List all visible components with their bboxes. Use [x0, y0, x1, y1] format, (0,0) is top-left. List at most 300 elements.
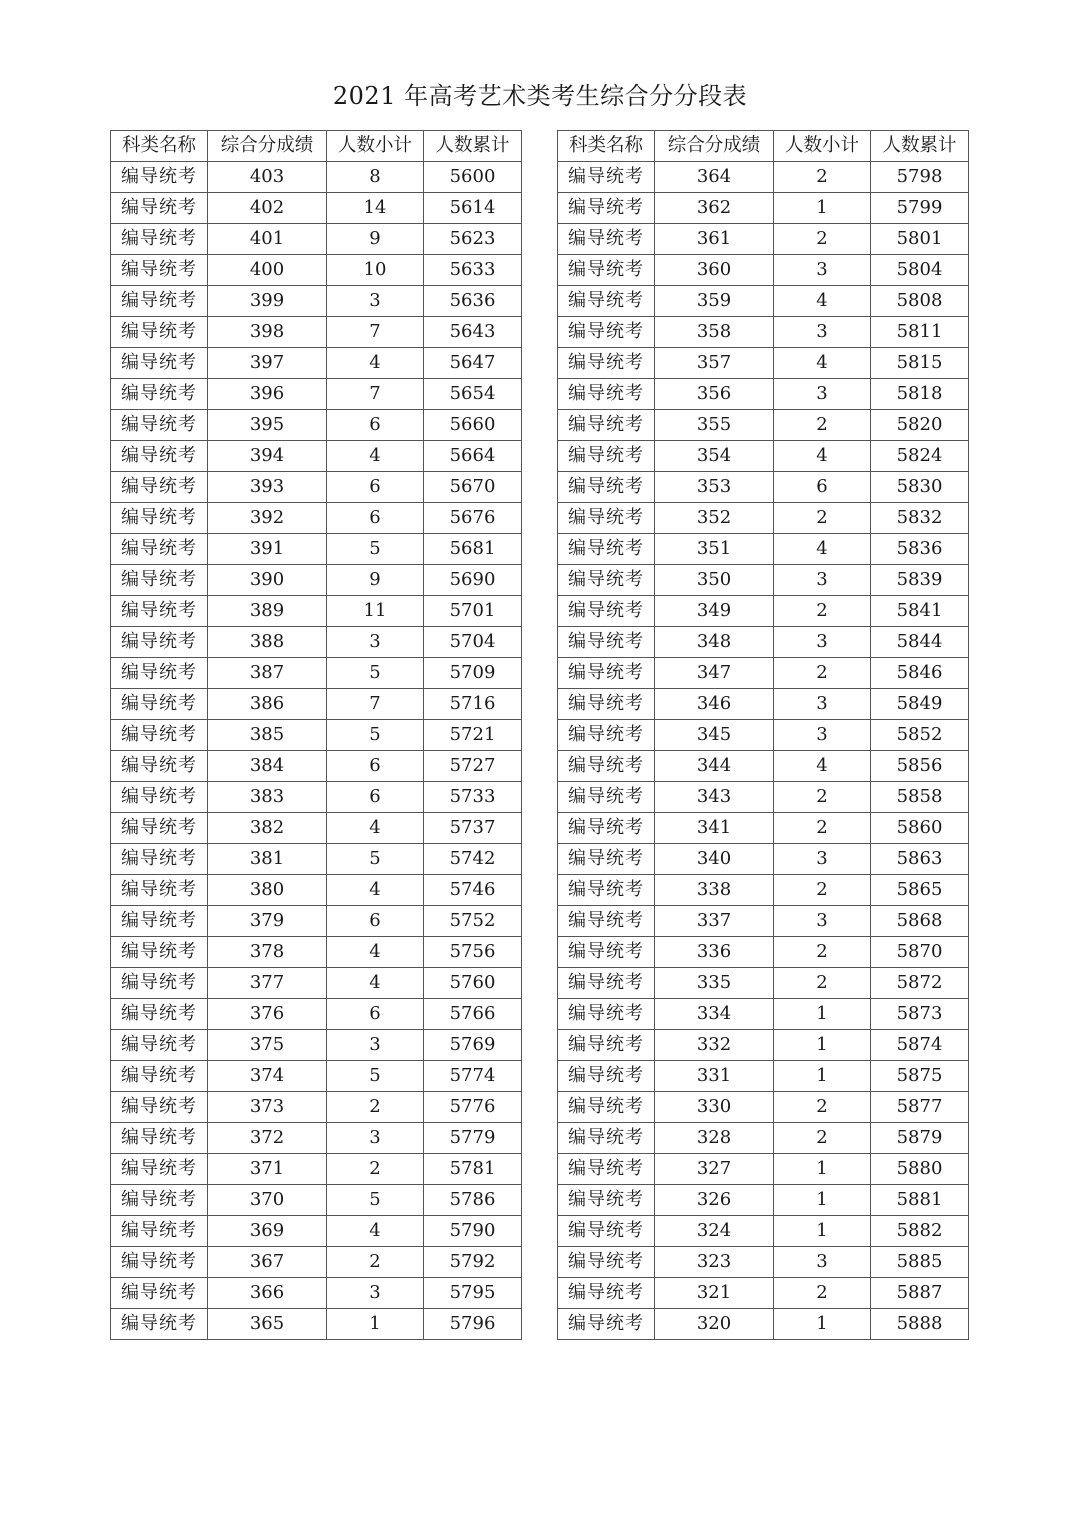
table-row: [558, 999, 969, 1030]
cell-category: 编导统考: [111, 1185, 208, 1216]
cell-score: 397: [208, 348, 327, 379]
cell-score: 337: [655, 906, 774, 937]
cell-category: 编导统考: [558, 348, 655, 379]
table-row: [558, 782, 969, 813]
cell-score: 362: [655, 193, 774, 224]
cell-category: 编导统考: [558, 441, 655, 472]
cell-cumulative: 5737: [424, 813, 522, 844]
cell-cumulative: 5799: [871, 193, 969, 224]
table-row: [558, 348, 969, 379]
cell-cumulative: 5801: [871, 224, 969, 255]
table-row: [111, 1247, 522, 1278]
cell-score: 388: [208, 627, 327, 658]
cell-score: 348: [655, 627, 774, 658]
cell-score: 369: [208, 1216, 327, 1247]
cell-score: 326: [655, 1185, 774, 1216]
header-category: 科类名称: [111, 131, 208, 162]
cell-cumulative: 5846: [871, 658, 969, 689]
cell-cumulative: 5882: [871, 1216, 969, 1247]
cell-cumulative: 5623: [424, 224, 522, 255]
cell-score: 347: [655, 658, 774, 689]
table-row: [111, 441, 522, 472]
table-row: [558, 689, 969, 720]
cell-cumulative: 5647: [424, 348, 522, 379]
table-row: [558, 627, 969, 658]
table-row: [111, 379, 522, 410]
cell-cumulative: 5860: [871, 813, 969, 844]
cell-score: 352: [655, 503, 774, 534]
cell-cumulative: 5863: [871, 844, 969, 875]
cell-count: 3: [774, 627, 871, 658]
cell-score: 367: [208, 1247, 327, 1278]
cell-score: 345: [655, 720, 774, 751]
cell-cumulative: 5654: [424, 379, 522, 410]
table-row: [111, 937, 522, 968]
table-row: [111, 999, 522, 1030]
cell-category: 编导统考: [558, 689, 655, 720]
table-row: [558, 1092, 969, 1123]
table-row: [111, 472, 522, 503]
cell-cumulative: 5746: [424, 875, 522, 906]
cell-category: 编导统考: [558, 1247, 655, 1278]
cell-count: 7: [327, 689, 424, 720]
table-row: [111, 1216, 522, 1247]
table-row: [558, 844, 969, 875]
cell-score: 341: [655, 813, 774, 844]
table-row: [111, 1309, 522, 1340]
cell-cumulative: 5818: [871, 379, 969, 410]
table-row: [111, 906, 522, 937]
cell-cumulative: 5643: [424, 317, 522, 348]
cell-count: 3: [327, 1123, 424, 1154]
table-row: [111, 596, 522, 627]
cell-category: 编导统考: [111, 534, 208, 565]
cell-count: 7: [327, 317, 424, 348]
cell-count: 1: [774, 1216, 871, 1247]
cell-category: 编导统考: [111, 1309, 208, 1340]
cell-category: 编导统考: [558, 782, 655, 813]
cell-score: 338: [655, 875, 774, 906]
cell-cumulative: 5820: [871, 410, 969, 441]
table-row: [558, 410, 969, 441]
cell-score: 390: [208, 565, 327, 596]
table-row: [111, 875, 522, 906]
cell-count: 6: [327, 782, 424, 813]
cell-score: 346: [655, 689, 774, 720]
cell-score: 374: [208, 1061, 327, 1092]
cell-cumulative: 5798: [871, 162, 969, 193]
cell-count: 1: [774, 1030, 871, 1061]
cell-count: 7: [327, 379, 424, 410]
cell-count: 3: [774, 844, 871, 875]
cell-category: 编导统考: [111, 813, 208, 844]
cell-count: 3: [327, 1278, 424, 1309]
cell-count: 3: [774, 689, 871, 720]
table-row: [111, 1154, 522, 1185]
cell-score: 387: [208, 658, 327, 689]
table-row: [111, 751, 522, 782]
cell-category: 编导统考: [558, 255, 655, 286]
cell-score: 372: [208, 1123, 327, 1154]
cell-score: 378: [208, 937, 327, 968]
table-row: [558, 1154, 969, 1185]
cell-category: 编导统考: [111, 286, 208, 317]
cell-count: 4: [327, 1216, 424, 1247]
cell-category: 编导统考: [111, 875, 208, 906]
cell-score: 358: [655, 317, 774, 348]
table-row: [558, 813, 969, 844]
cell-cumulative: 5792: [424, 1247, 522, 1278]
header-category: 科类名称: [558, 131, 655, 162]
cell-cumulative: 5779: [424, 1123, 522, 1154]
cell-count: 4: [327, 813, 424, 844]
table-row: [111, 1061, 522, 1092]
cell-count: 2: [774, 162, 871, 193]
cell-score: 330: [655, 1092, 774, 1123]
cell-count: 6: [327, 472, 424, 503]
score-table-right: [557, 130, 969, 1340]
cell-category: 编导统考: [558, 937, 655, 968]
cell-cumulative: 5887: [871, 1278, 969, 1309]
cell-cumulative: 5844: [871, 627, 969, 658]
cell-count: 4: [774, 534, 871, 565]
cell-score: 351: [655, 534, 774, 565]
table-row: [558, 441, 969, 472]
table-row: [111, 1092, 522, 1123]
cell-category: 编导统考: [558, 844, 655, 875]
table-row: [558, 1216, 969, 1247]
cell-score: 350: [655, 565, 774, 596]
cell-score: 379: [208, 906, 327, 937]
cell-score: 353: [655, 472, 774, 503]
cell-category: 编导统考: [111, 1092, 208, 1123]
cell-category: 编导统考: [558, 658, 655, 689]
cell-cumulative: 5839: [871, 565, 969, 596]
table-row: [558, 1309, 969, 1340]
cell-cumulative: 5856: [871, 751, 969, 782]
cell-count: 2: [774, 224, 871, 255]
cell-cumulative: 5786: [424, 1185, 522, 1216]
table-row: [558, 162, 969, 193]
cell-count: 2: [774, 813, 871, 844]
cell-count: 1: [774, 1154, 871, 1185]
cell-count: 4: [327, 937, 424, 968]
cell-cumulative: 5811: [871, 317, 969, 348]
cell-cumulative: 5881: [871, 1185, 969, 1216]
cell-count: 5: [327, 658, 424, 689]
table-row: [111, 689, 522, 720]
cell-score: 371: [208, 1154, 327, 1185]
cell-category: 编导统考: [558, 534, 655, 565]
cell-cumulative: 5870: [871, 937, 969, 968]
header-cumulative: 人数累计: [424, 131, 522, 162]
cell-count: 8: [327, 162, 424, 193]
cell-category: 编导统考: [111, 193, 208, 224]
cell-category: 编导统考: [558, 410, 655, 441]
cell-cumulative: 5790: [424, 1216, 522, 1247]
cell-category: 编导统考: [111, 1030, 208, 1061]
cell-score: 355: [655, 410, 774, 441]
cell-count: 4: [327, 875, 424, 906]
cell-cumulative: 5766: [424, 999, 522, 1030]
cell-category: 编导统考: [558, 286, 655, 317]
table-row: [558, 503, 969, 534]
cell-cumulative: 5721: [424, 720, 522, 751]
cell-score: 349: [655, 596, 774, 627]
cell-category: 编导统考: [111, 689, 208, 720]
cell-category: 编导统考: [558, 224, 655, 255]
cell-score: 324: [655, 1216, 774, 1247]
cell-category: 编导统考: [111, 844, 208, 875]
cell-cumulative: 5756: [424, 937, 522, 968]
cell-category: 编导统考: [558, 1154, 655, 1185]
table-row: [558, 472, 969, 503]
cell-cumulative: 5877: [871, 1092, 969, 1123]
cell-cumulative: 5733: [424, 782, 522, 813]
cell-cumulative: 5681: [424, 534, 522, 565]
table-row: [111, 782, 522, 813]
cell-score: 361: [655, 224, 774, 255]
cell-score: 403: [208, 162, 327, 193]
cell-score: 331: [655, 1061, 774, 1092]
table-row: [111, 627, 522, 658]
cell-count: 2: [327, 1154, 424, 1185]
cell-count: 6: [327, 999, 424, 1030]
cell-cumulative: 5769: [424, 1030, 522, 1061]
table-row: [111, 193, 522, 224]
cell-count: 4: [774, 286, 871, 317]
cell-score: 381: [208, 844, 327, 875]
table-row: [558, 658, 969, 689]
cell-count: 6: [327, 410, 424, 441]
cell-count: 3: [774, 255, 871, 286]
cell-cumulative: 5885: [871, 1247, 969, 1278]
cell-score: 336: [655, 937, 774, 968]
cell-category: 编导统考: [558, 1092, 655, 1123]
cell-score: 401: [208, 224, 327, 255]
cell-category: 编导统考: [111, 720, 208, 751]
cell-score: 365: [208, 1309, 327, 1340]
cell-count: 4: [327, 968, 424, 999]
cell-score: 366: [208, 1278, 327, 1309]
header-count: 人数小计: [774, 131, 871, 162]
cell-count: 9: [327, 565, 424, 596]
cell-count: 2: [774, 596, 871, 627]
cell-count: 5: [327, 844, 424, 875]
cell-count: 2: [774, 968, 871, 999]
score-table-left: [110, 130, 522, 1340]
cell-category: 编导统考: [111, 224, 208, 255]
cell-count: 1: [327, 1309, 424, 1340]
cell-score: 402: [208, 193, 327, 224]
cell-category: 编导统考: [558, 813, 655, 844]
cell-cumulative: 5676: [424, 503, 522, 534]
cell-score: 391: [208, 534, 327, 565]
cell-category: 编导统考: [111, 1278, 208, 1309]
cell-score: 360: [655, 255, 774, 286]
cell-cumulative: 5830: [871, 472, 969, 503]
header-cumulative: 人数累计: [871, 131, 969, 162]
cell-category: 编导统考: [558, 1278, 655, 1309]
cell-count: 9: [327, 224, 424, 255]
cell-cumulative: 5716: [424, 689, 522, 720]
table-row: [558, 720, 969, 751]
cell-category: 编导统考: [558, 1185, 655, 1216]
cell-category: 编导统考: [111, 1061, 208, 1092]
cell-cumulative: 5879: [871, 1123, 969, 1154]
cell-score: 354: [655, 441, 774, 472]
cell-category: 编导统考: [558, 1061, 655, 1092]
table-row: [558, 224, 969, 255]
cell-cumulative: 5795: [424, 1278, 522, 1309]
header-count: 人数小计: [327, 131, 424, 162]
cell-score: 320: [655, 1309, 774, 1340]
table-row: [111, 813, 522, 844]
cell-cumulative: 5888: [871, 1309, 969, 1340]
table-row: [111, 844, 522, 875]
cell-cumulative: 5836: [871, 534, 969, 565]
cell-count: 4: [774, 751, 871, 782]
cell-cumulative: 5774: [424, 1061, 522, 1092]
table-row: [111, 1030, 522, 1061]
cell-count: 2: [774, 875, 871, 906]
cell-count: 5: [327, 1185, 424, 1216]
cell-category: 编导统考: [111, 162, 208, 193]
cell-cumulative: 5832: [871, 503, 969, 534]
cell-score: 395: [208, 410, 327, 441]
cell-category: 编导统考: [558, 627, 655, 658]
cell-category: 编导统考: [111, 999, 208, 1030]
cell-category: 编导统考: [558, 472, 655, 503]
cell-cumulative: 5670: [424, 472, 522, 503]
cell-count: 2: [774, 1278, 871, 1309]
cell-score: 393: [208, 472, 327, 503]
cell-score: 332: [655, 1030, 774, 1061]
cell-category: 编导统考: [558, 1309, 655, 1340]
table-row: [111, 348, 522, 379]
table-row: [558, 1030, 969, 1061]
table-row: [111, 503, 522, 534]
header-score: 综合分成绩: [208, 131, 327, 162]
cell-category: 编导统考: [558, 906, 655, 937]
cell-count: 10: [327, 255, 424, 286]
cell-cumulative: 5872: [871, 968, 969, 999]
table-row: [558, 286, 969, 317]
cell-category: 编导统考: [111, 1216, 208, 1247]
cell-cumulative: 5760: [424, 968, 522, 999]
cell-score: 359: [655, 286, 774, 317]
cell-score: 389: [208, 596, 327, 627]
cell-count: 1: [774, 1309, 871, 1340]
cell-score: 384: [208, 751, 327, 782]
cell-category: 编导统考: [111, 379, 208, 410]
header-score: 综合分成绩: [655, 131, 774, 162]
cell-count: 3: [774, 1247, 871, 1278]
cell-count: 6: [327, 906, 424, 937]
cell-category: 编导统考: [558, 162, 655, 193]
cell-count: 2: [774, 658, 871, 689]
cell-category: 编导统考: [558, 999, 655, 1030]
cell-cumulative: 5880: [871, 1154, 969, 1185]
cell-category: 编导统考: [111, 1247, 208, 1278]
table-row: [111, 162, 522, 193]
cell-count: 14: [327, 193, 424, 224]
cell-category: 编导统考: [558, 751, 655, 782]
cell-score: 334: [655, 999, 774, 1030]
table-row: [558, 875, 969, 906]
cell-count: 2: [774, 1092, 871, 1123]
table-row: [111, 224, 522, 255]
cell-count: 2: [774, 937, 871, 968]
table-row: [558, 1278, 969, 1309]
cell-category: 编导统考: [558, 1030, 655, 1061]
cell-category: 编导统考: [111, 906, 208, 937]
cell-cumulative: 5701: [424, 596, 522, 627]
cell-category: 编导统考: [111, 255, 208, 286]
cell-score: 377: [208, 968, 327, 999]
cell-category: 编导统考: [111, 317, 208, 348]
cell-count: 3: [327, 286, 424, 317]
cell-count: 5: [327, 1061, 424, 1092]
cell-count: 6: [327, 751, 424, 782]
table-row: [558, 317, 969, 348]
cell-cumulative: 5815: [871, 348, 969, 379]
cell-score: 400: [208, 255, 327, 286]
cell-cumulative: 5752: [424, 906, 522, 937]
table-row: [111, 286, 522, 317]
cell-score: 375: [208, 1030, 327, 1061]
cell-category: 编导统考: [111, 782, 208, 813]
table-row: [558, 255, 969, 286]
cell-score: 335: [655, 968, 774, 999]
cell-score: 398: [208, 317, 327, 348]
table-row: [111, 565, 522, 596]
cell-cumulative: 5824: [871, 441, 969, 472]
cell-cumulative: 5858: [871, 782, 969, 813]
cell-category: 编导统考: [111, 937, 208, 968]
cell-cumulative: 5808: [871, 286, 969, 317]
cell-score: 385: [208, 720, 327, 751]
cell-cumulative: 5664: [424, 441, 522, 472]
cell-count: 1: [774, 999, 871, 1030]
cell-score: 323: [655, 1247, 774, 1278]
cell-count: 4: [774, 348, 871, 379]
cell-score: 386: [208, 689, 327, 720]
cell-count: 1: [774, 193, 871, 224]
cell-cumulative: 5781: [424, 1154, 522, 1185]
cell-category: 编导统考: [558, 1123, 655, 1154]
cell-category: 编导统考: [558, 503, 655, 534]
cell-count: 2: [774, 410, 871, 441]
table-row: [558, 565, 969, 596]
cell-count: 11: [327, 596, 424, 627]
table-row: [558, 751, 969, 782]
table-row: [558, 937, 969, 968]
cell-cumulative: 5633: [424, 255, 522, 286]
cell-score: 327: [655, 1154, 774, 1185]
cell-category: 编导统考: [111, 751, 208, 782]
table-row: [111, 968, 522, 999]
table-row: [558, 1061, 969, 1092]
cell-category: 编导统考: [558, 875, 655, 906]
cell-cumulative: 5865: [871, 875, 969, 906]
cell-count: 4: [327, 348, 424, 379]
cell-count: 4: [774, 441, 871, 472]
cell-cumulative: 5727: [424, 751, 522, 782]
cell-cumulative: 5614: [424, 193, 522, 224]
cell-count: 3: [327, 627, 424, 658]
table-row: [111, 720, 522, 751]
